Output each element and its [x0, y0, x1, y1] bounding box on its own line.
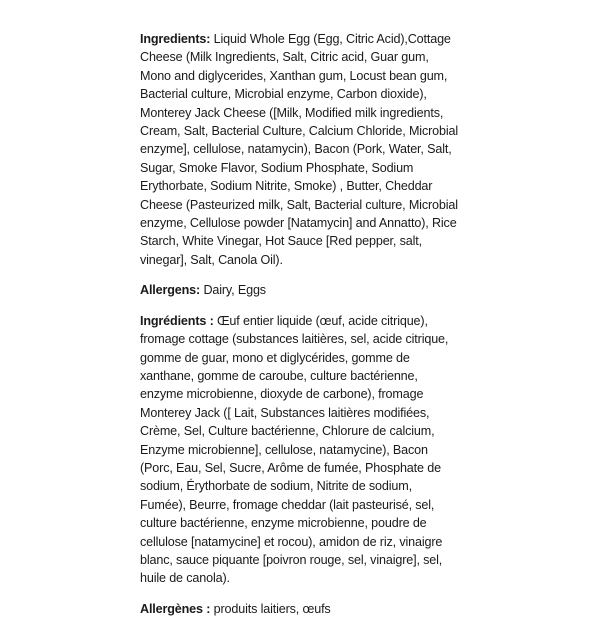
allergens-french	[140, 600, 460, 618]
ingredients-french	[140, 312, 460, 588]
allergens-english	[140, 281, 460, 299]
ingredients-label-panel	[140, 30, 460, 618]
allergens-fr-text: produits laitiers, œufs	[210, 601, 331, 616]
ingredients-heading: Ingredients:	[140, 32, 211, 46]
ingredients-fr-heading: Ingrédients :	[140, 313, 214, 328]
ingredients-fr-text: Œuf entier liquide (œuf, acide citrique), fromage cottage (substances laitières, sel, acide citrique, gomme de guar, mono et diglycérides, gomme de xanthane, gomme de caroube, culture bactérienne, enzyme microbienne, dioxyde de carbone), fromage Monterey Jack ([ Lait, Substances laitières modifiées, Crème, Sel, Culture bactérienne, Chlorure de calcium, Enzyme microbienne], cellulose, natamycine), Bacon (Porc, Eau, Sel, Sucre, Arôme de fumée, Phosphate de sodium, Érythorbate de sodium, Nitrite de sodium, Fumée), Beurre, fromage cheddar (lait pasteurisé, sel, culture bactérienne, enzyme microbienne, poudre de cellulose [natamycine] et rocou), amidon de riz, vinaigre blanc, sauce piquante [poivron rouge, sel, vinaigre], sel, huile de canola).	[140, 313, 449, 586]
allergens-fr-heading: Allergènes :	[140, 601, 211, 616]
allergens-heading: Allergens:	[140, 283, 201, 298]
ingredients-text: Liquid Whole Egg (Egg, Citric Acid),Cottage Cheese (Milk Ingredients, Salt, Citric acid, Guar gum, Mono and diglycerides, Xanthan gum, Locust bean gum, Bacterial culture, Microbial enzyme, Carbon dioxide), Monterey Jack Cheese ([Milk, Modified milk ingredients, Cream, Salt, Bacterial Culture, Calcium Chloride, Microbial enzyme], cellulose, natamycin), Bacon (Pork, Water, Salt, Sugar, Smoke Flavor, Sodium Phosphate, Sodium Erythorbate, Sodium Nitrite, Smoke) , Butter, Cheddar Cheese (Pasteurized milk, Salt, Bacterial culture, Microbial enzyme, Cellulose powder [Natamycin] and Annatto), Rice Starch, White Vinegar, Hot Sauce [Red pepper, salt, vinegar], Salt, Canola Oil).	[140, 32, 458, 267]
allergens-text: Dairy, Eggs	[200, 283, 266, 298]
ingredients-english	[140, 30, 460, 269]
